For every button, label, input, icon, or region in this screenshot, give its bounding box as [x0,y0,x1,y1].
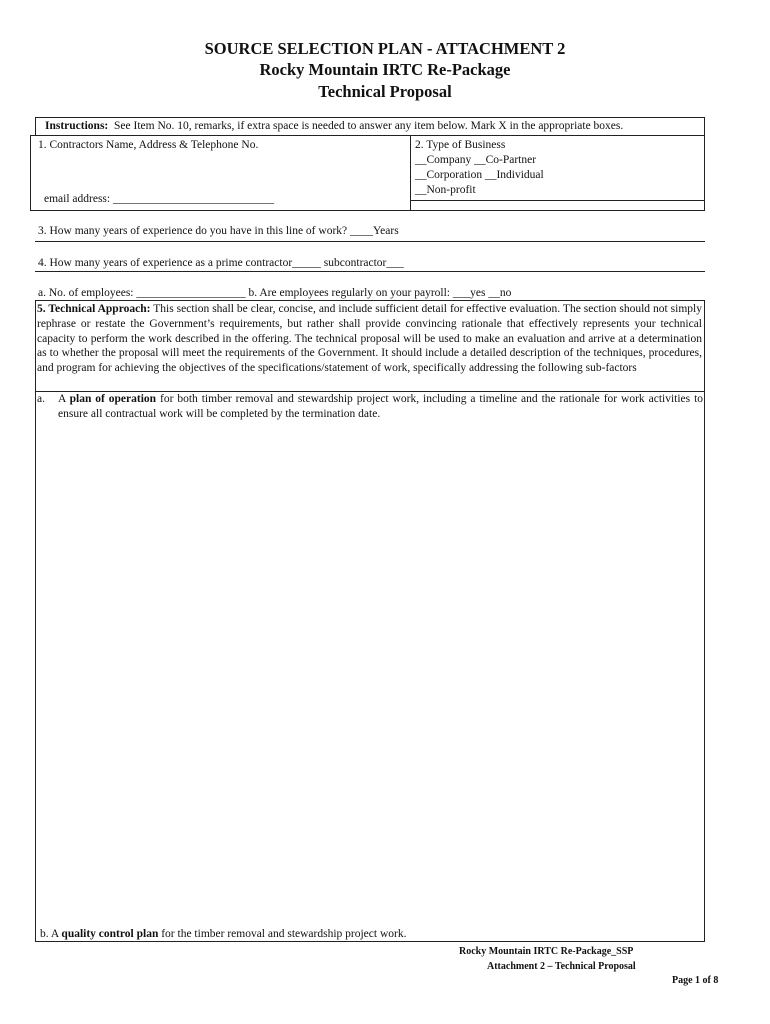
subfactor-b [40,927,406,942]
subfactor-a-prefix: A [58,393,70,405]
subfactor-a-marker: a. [37,393,45,405]
page-title-line1: SOURCE SELECTION PLAN - ATTACHMENT 2 [204,39,566,58]
subfactor-a-response-area[interactable] [40,425,700,925]
technical-approach-section [37,302,702,376]
subfactor-a-bold: plan of operation [69,393,157,405]
page-title-line3: Technical Proposal [318,82,452,101]
technical-approach-label: 5. Technical Approach: [37,303,151,315]
footer-line2: Attachment 2 – Technical Proposal [487,961,636,972]
business-type-options-3[interactable]: __Non-profit [415,184,476,196]
instructions-label: Instructions: [45,120,109,132]
prime-contractor-question[interactable]: 4. How many years of experience as a prime contractor_____ subcontractor___ [38,257,404,269]
subfactor-b-text: for the timber removal and stewardship project work. [158,928,407,940]
instructions-text: See Item No. 10, remarks, if extra space is needed to answer any item below. Mark X in the appropriate boxes. [114,120,624,132]
business-type-options-2[interactable]: __Corporation __Individual [415,169,544,181]
page-title-line2: Rocky Mountain IRTC Re-Package [259,60,511,79]
subfactor-a-text: for both timber removal and stewardship project work, including a timeline and the rationale for work activities to ensure all contractual work will be completed by the termination date. [58,393,704,420]
page-number: Page 1 of 8 [672,975,719,986]
email-field[interactable]: email address: ____________________________ [44,193,274,205]
technical-approach-text: This section shall be clear, concise, and include sufficient detail for effective evaluation. The section should not simply rephrase or restate the Government’s requirements, but rather shall provide convincing rationale that effectively represents your technical capacity to perform the work described in the offering. The technical proposal will be used to make an evaluation and arrive at a determination as to whether the proposal will meet the requirements of the Government. It should include a detailed description of the techniques, procedures, and program for achieving the objectives of the specifications/statement of work, specifically addressing the following sub-factors [37,303,702,375]
subfactor-a [58,392,703,422]
experience-years-question[interactable]: 3. How many years of experience do you have in this line of work? ____Years [38,225,399,237]
contractor-info-label: 1. Contractors Name, Address & Telephone No. [38,139,259,151]
employees-question[interactable]: a. No. of employees: ___________________ b. Are employees regularly on your payroll: ___yes __no [38,287,512,299]
subfactor-b-prefix: b. A [40,928,62,940]
instructions [45,119,623,134]
subfactor-b-bold: quality control plan [61,928,159,940]
business-type-options-1[interactable]: __Company __Co-Partner [415,154,537,166]
footer-line1: Rocky Mountain IRTC Re-Package_SSP [459,946,634,957]
business-type-label: 2. Type of Business [415,139,506,151]
